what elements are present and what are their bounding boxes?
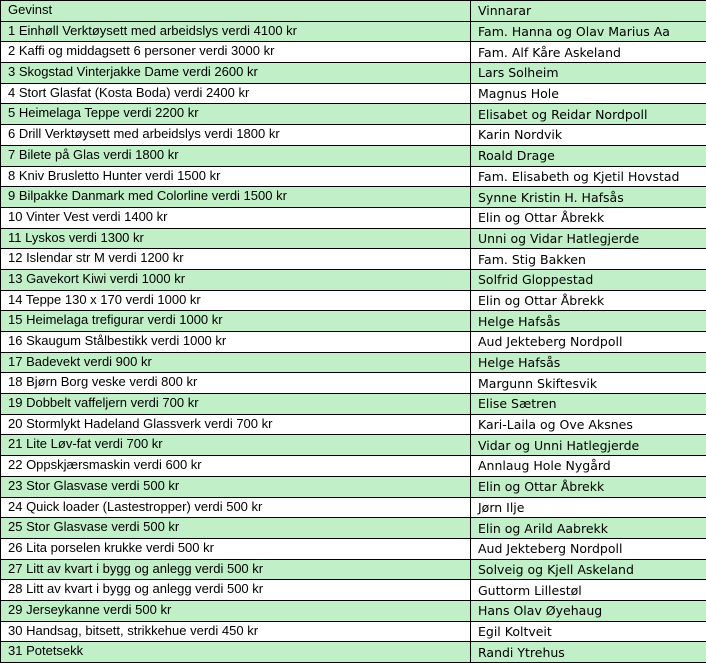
winner-cell: Elin og Ottar Åbrekk (471, 207, 706, 228)
winner-cell: Fam. Alf Kåre Askeland (471, 42, 706, 63)
winner-cell: Margunn Skiftesvik (471, 373, 706, 394)
table-body (1, 21, 706, 662)
prize-cell: 18 Bjørn Borg veske verdi 800 kr (1, 373, 471, 394)
table-row (1, 476, 706, 497)
prize-cell: 1 Einhøll Verktøysett med arbeidslys verdi 4100 kr (1, 21, 471, 42)
table-row (1, 42, 706, 63)
table-row (1, 145, 706, 166)
table-row (1, 249, 706, 270)
winner-cell: Solveig og Kjell Askeland (471, 559, 706, 580)
prize-cell: 29 Jerseykanne verdi 500 kr (1, 600, 471, 621)
winner-cell: Randi Ytrehus (471, 642, 706, 663)
winner-cell: Jørn Ilje (471, 497, 706, 518)
prize-cell: 22 Oppskjærsmaskin verdi 600 kr (1, 456, 471, 477)
prize-cell: 14 Teppe 130 x 170 verdi 1000 kr (1, 290, 471, 311)
table-row (1, 600, 706, 621)
header-winner: Vinnarar (471, 1, 706, 22)
table-row (1, 352, 706, 373)
winner-cell: Karin Nordvik (471, 125, 706, 146)
prize-cell: 20 Stormlykt Hadeland Glassverk verdi 700 kr (1, 414, 471, 435)
prize-cell: 11 Lyskos verdi 1300 kr (1, 228, 471, 249)
table-row (1, 538, 706, 559)
winner-cell: Elin og Ottar Åbrekk (471, 476, 706, 497)
table-row (1, 166, 706, 187)
prize-cell: 31 Potetsekk (1, 642, 471, 663)
prize-cell: 28 Litt av kvart i bygg og anlegg verdi 500 kr (1, 580, 471, 601)
prize-cell: 7 Bilete på Glas verdi 1800 kr (1, 145, 471, 166)
winner-cell: Vidar og Unni Hatlegjerde (471, 435, 706, 456)
table-row (1, 104, 706, 125)
winner-cell: Fam. Elisabeth og Kjetil Hovstad (471, 166, 706, 187)
table-row (1, 497, 706, 518)
winner-cell: Annlaug Hole Nygård (471, 456, 706, 477)
table-row (1, 642, 706, 663)
table-row (1, 21, 706, 42)
winner-cell: Aud Jekteberg Nordpoll (471, 332, 706, 353)
header-row (1, 1, 706, 22)
table-row (1, 435, 706, 456)
winner-cell: Helge Hafsås (471, 311, 706, 332)
winner-cell: Fam. Hanna og Olav Marius Aa (471, 21, 706, 42)
table-row (1, 125, 706, 146)
winner-cell: Kari-Laila og Ove Aksnes (471, 414, 706, 435)
table-row (1, 187, 706, 208)
table-row (1, 63, 706, 84)
prize-cell: 27 Litt av kvart i bygg og anlegg verdi 500 kr (1, 559, 471, 580)
prize-cell: 12 Islendar str M verdi 1200 kr (1, 249, 471, 270)
winner-cell: Solfrid Gloppestad (471, 269, 706, 290)
prize-cell: 5 Heimelaga Teppe verdi 2200 kr (1, 104, 471, 125)
table-row (1, 373, 706, 394)
table-row (1, 290, 706, 311)
winner-cell: Elisabet og Reidar Nordpoll (471, 104, 706, 125)
winner-cell: Egil Koltveit (471, 621, 706, 642)
winner-cell: Fam. Stig Bakken (471, 249, 706, 270)
table-row (1, 332, 706, 353)
prize-cell: 4 Stort Glasfat (Kosta Boda) verdi 2400 kr (1, 83, 471, 104)
winner-cell: Elin og Ottar Åbrekk (471, 290, 706, 311)
prize-cell: 13 Gavekort Kiwi verdi 1000 kr (1, 269, 471, 290)
prize-cell: 8 Kniv Brusletto Hunter verdi 1500 kr (1, 166, 471, 187)
winner-cell: Lars Solheim (471, 63, 706, 84)
prize-cell: 15 Heimelaga trefigurar verdi 1000 kr (1, 311, 471, 332)
prize-cell: 24 Quick loader (Lastestropper) verdi 500 kr (1, 497, 471, 518)
prize-cell: 9 Bilpakke Danmark med Colorline verdi 1500 kr (1, 187, 471, 208)
table-row (1, 621, 706, 642)
table-row (1, 269, 706, 290)
winner-cell: Elin og Arild Aabrekk (471, 518, 706, 539)
table-row (1, 414, 706, 435)
winner-cell: Hans Olav Øyehaug (471, 600, 706, 621)
table-row (1, 228, 706, 249)
table-row (1, 456, 706, 477)
prize-cell: 16 Skaugum Stålbestikk verdi 1000 kr (1, 332, 471, 353)
winner-cell: Synne Kristin H. Hafsås (471, 187, 706, 208)
winner-cell: Helge Hafsås (471, 352, 706, 373)
winner-cell: Roald Drage (471, 145, 706, 166)
prize-cell: 21 Lite Løv-fat verdi 700 kr (1, 435, 471, 456)
header-prize: Gevinst (1, 1, 471, 22)
prize-cell: 30 Handsag, bitsett, strikkehue verdi 450 kr (1, 621, 471, 642)
table-row (1, 207, 706, 228)
prize-cell: 19 Dobbelt vaffeljern verdi 700 kr (1, 394, 471, 415)
prize-cell: 23 Stor Glasvase verdi 500 kr (1, 476, 471, 497)
winner-cell: Magnus Hole (471, 83, 706, 104)
prize-cell: 6 Drill Verktøysett med arbeidslys verdi 1800 kr (1, 125, 471, 146)
prize-cell: 25 Stor Glasvase verdi 500 kr (1, 518, 471, 539)
table-row (1, 83, 706, 104)
table-row (1, 580, 706, 601)
prize-cell: 2 Kaffi og middagsett 6 personer verdi 3000 kr (1, 42, 471, 63)
table-row (1, 394, 706, 415)
prize-cell: 17 Badevekt verdi 900 kr (1, 352, 471, 373)
winner-cell: Elise Sætren (471, 394, 706, 415)
table-row (1, 559, 706, 580)
table-row (1, 311, 706, 332)
prize-cell: 3 Skogstad Vinterjakke Dame verdi 2600 kr (1, 63, 471, 84)
prize-cell: 26 Lita porselen krukke verdi 500 kr (1, 538, 471, 559)
winner-cell: Aud Jekteberg Nordpoll (471, 538, 706, 559)
winner-cell: Guttorm Lillestøl (471, 580, 706, 601)
table-row (1, 518, 706, 539)
prize-cell: 10 Vinter Vest verdi 1400 kr (1, 207, 471, 228)
winner-cell: Unni og Vidar Hatlegjerde (471, 228, 706, 249)
